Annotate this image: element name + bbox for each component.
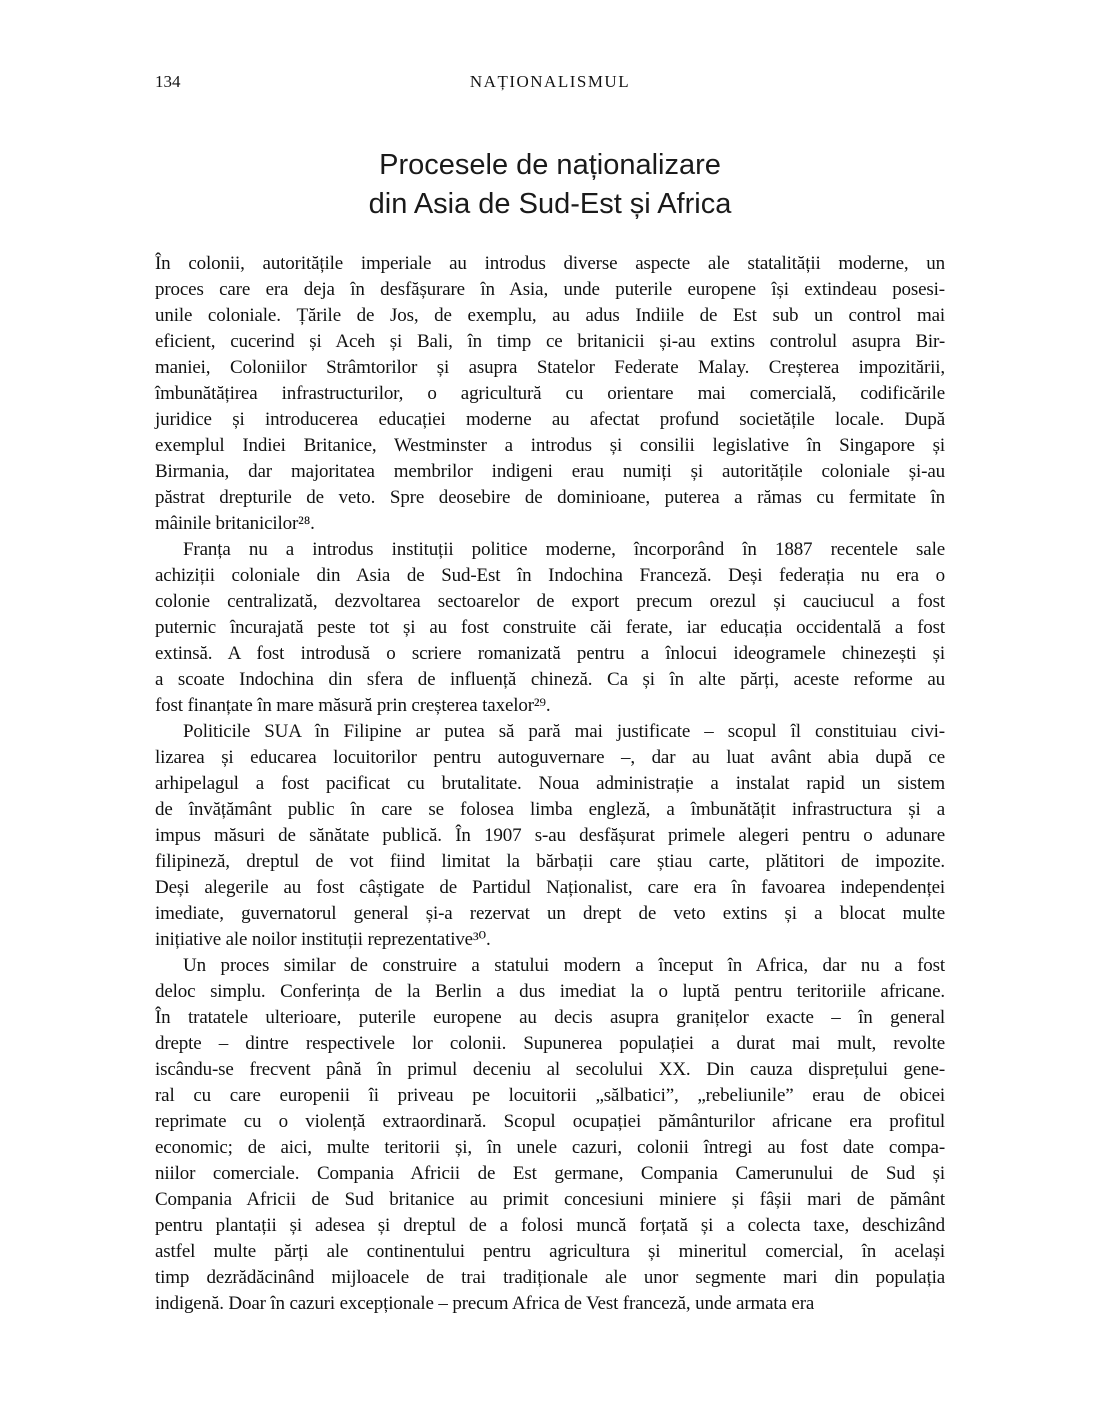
text-line: În colonii, autoritățile imperiale au introdus diverse aspecte ale statalității moderne, un [155,253,945,274]
text-line: îmbunătățirea infrastructurilor, o agricultură cu orientare mai comercială, codificările [155,383,945,404]
text-line: drepte – dintre respectivele lor colonii. Supunerea populației a durat mai mult, revolte [155,1033,945,1054]
section-title-line-1: Procesele de naționalizare [379,149,721,181]
text-line: Franța nu a introdus instituții politice moderne, încorporând în 1887 recentele sale [183,539,945,560]
section-title [155,146,945,224]
text-line: pentru plantații și adesea și dreptul de a folosi muncă forțată și a colecta taxe, deschizând [155,1215,945,1236]
text-line: lizarea și educarea locuitorilor pentru autoguvernare –, dar au luat avânt abia după ce [155,747,945,768]
page-header [155,70,945,94]
text-line: puternic încurajată peste tot și au fost construite căi ferate, iar educația occidentală a fost [155,617,945,638]
paragraph-4 [155,953,945,1317]
paragraph-3 [155,719,945,953]
text-line: Politicile SUA în Filipine ar putea să pară mai justificate – scopul îl constituiau civi- [183,721,945,742]
text-line: astfel multe părți ale continentului pentru agricultura și mineritul comercial, în același [155,1241,945,1262]
text-line: impus măsuri de sănătate publică. În 1907 s-au desfășurat primele alegeri pentru o adunare [155,825,945,846]
paragraph-1 [155,251,945,537]
text-line: juridice și introducerea educației moderne au afectat profund societățile locale. După [155,409,945,430]
text-line: Un proces similar de construire a statului modern a început în Africa, dar nu a fost [183,955,945,976]
text-line: achiziții coloniale din Asia de Sud-Est în Indochina Franceză. Deși federația nu era o [155,565,945,586]
text-line: indigenă. Doar în cazuri excepționale – precum Africa de Vest franceză, unde armata era [155,1293,815,1314]
text-line: păstrat drepturile de veto. Spre deosebire de dominioane, puterea a rămas cu fermitate în [155,487,945,508]
text-line: mâinile britanicilor²⁸. [155,513,315,534]
text-line: timp dezrădăcinând mijloacele de trai tradiționale ale unor segmente mari din populația [155,1267,945,1288]
text-line: reprimate cu o violență extraordinară. Scopul ocupației pământurilor africane era profitul [155,1111,945,1132]
text-line: eficient, cucerind și Aceh și Bali, în timp ce britanicii și-au extins controlul asupra Bir- [155,331,945,352]
text-line: deloc simplu. Conferința de la Berlin a dus imediat la o luptă pentru teritoriile africane. [155,981,945,1002]
text-line: arhipelagul a fost pacificat cu brutalitate. Noua administrație a instalat rapid un sistem [155,773,945,794]
paragraph-2 [155,537,945,719]
text-line: extinsă. A fost introdusă o scriere romanizată pentru a înlocui ideogramele chinezești și [155,643,945,664]
text-line: niilor comerciale. Compania Africii de Est germane, Compania Camerunului de Sud și [155,1163,945,1184]
text-line: economic; de aici, multe teritorii și, în unele cazuri, colonii întregi au fost date compa- [155,1137,945,1158]
text-line: inițiative ale noilor instituții reprezentative³⁰. [155,929,491,950]
running-header: NAȚIONALISMUL [469,72,631,91]
text-line: fost finanțate în mare măsură prin creșterea taxelor²⁹. [155,695,551,716]
section-title-line-2: din Asia de Sud-Est și Africa [368,188,732,220]
text-line: colonie centralizată, dezvoltarea sectoarelor de export precum orezul și cauciucul a fost [155,591,945,612]
text-line: În tratatele ulterioare, puterile europene au decis asupra granițelor exacte – în general [155,1007,945,1028]
text-line: Birmania, dar majoritatea membrilor indigeni erau numiți și autoritățile coloniale și-au [155,461,945,482]
text-line: Deși alegerile au fost câștigate de Partidul Naționalist, care era în favoarea independenței [155,877,945,898]
text-line: a scoate Indochina din sfera de influență chineză. Ca și în alte părți, aceste reforme au [155,669,945,690]
text-line: unile coloniale. Țările de Jos, de exemplu, au adus Indiile de Est sub un control mai [155,305,945,326]
text-line: ral cu care europenii îi priveau pe locuitorii „sălbatici”, „rebeliunile” erau de obicei [155,1085,945,1106]
text-line: Compania Africii de Sud britanice au primit concesiuni miniere și fâșii mari de pământ [155,1189,945,1210]
text-line: exemplul Indiei Britanice, Westminster a introdus și consilii legislative în Singapore și [155,435,945,456]
page-number: 134 [155,72,181,91]
text-line: iscându-se frecvent până în primul deceniu al secolului XX. Din cauza disprețului gene- [155,1059,945,1080]
text-line: proces care era deja în desfășurare în Asia, unde puterile europene își extindeau posesi- [155,279,945,300]
text-line: de învățământ public în care se folosea limba engleză, a îmbunătățit infrastructura și a [155,799,945,820]
body-text [155,251,945,1317]
text-line: imediate, guvernatorul general și-a rezervat un drept de veto extins și a blocat multe [155,903,945,924]
text-line: maniei, Coloniilor Strâmtorilor și asupra Statelor Federate Malay. Creșterea impozitării, [155,357,945,378]
text-line: filipineză, dreptul de vot fiind limitat la bărbații care știau carte, plătitori de impozite. [155,851,945,872]
